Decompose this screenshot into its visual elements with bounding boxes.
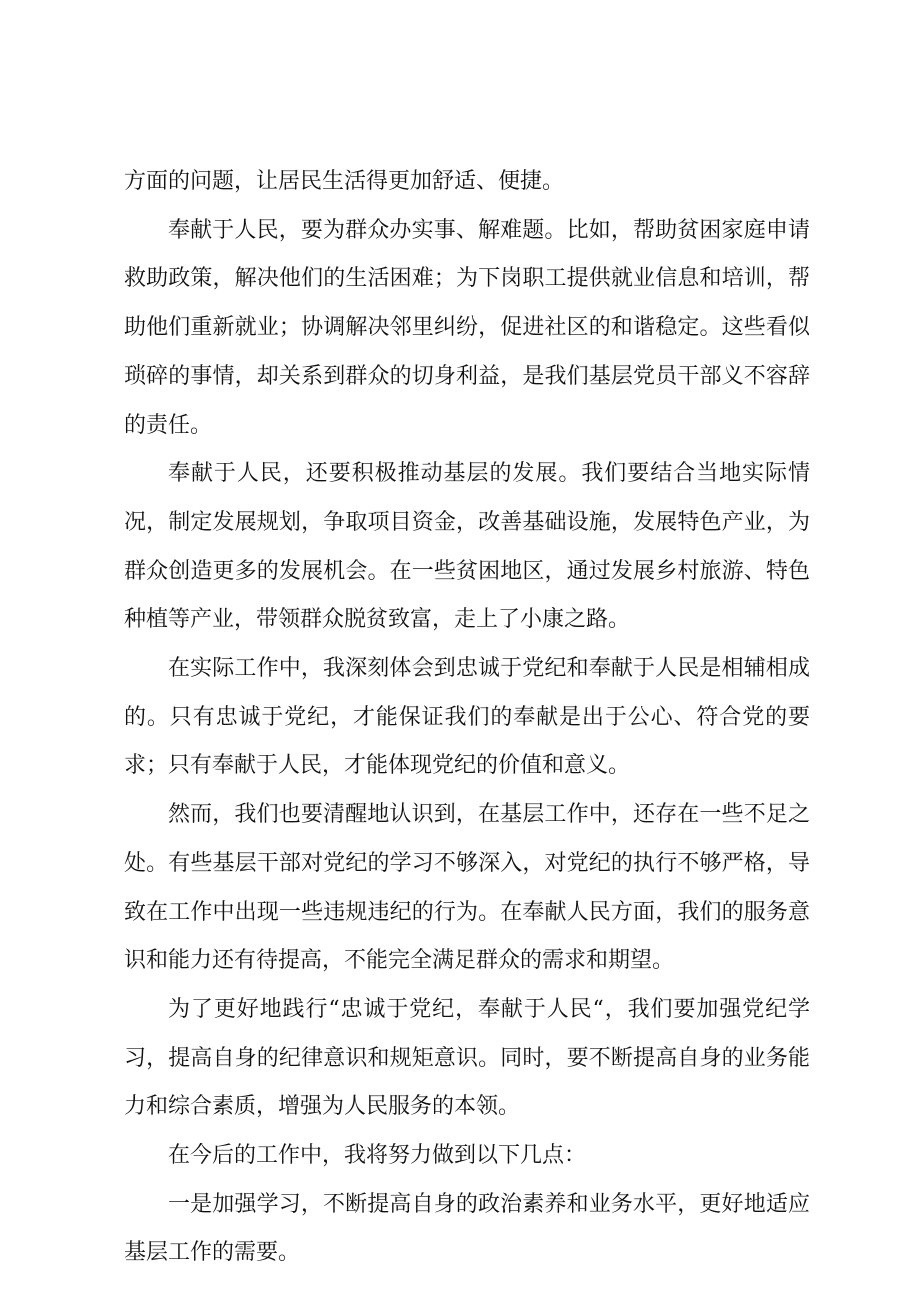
paragraph-continuation: 方面的问题，让居民生活得更加舒适、便捷。 [124,169,565,194]
paragraph: 奉献于人民，要为群众办实事、解难题。比如，帮助贫困家庭申请救助政策，解决他们的生活困难；为下岗职工提供就业信息和培训，帮助他们重新就业；协调解决邻里纠纷，促进社区的和谐稳定。这些看似琐碎的事情，却关系到群众的切身利益，是我们基层党员干部义不容辞的责任。 [124,217,810,438]
paragraph: 一是加强学习，不断提高自身的政治素养和业务水平，更好地适应基层工作的需要。 [124,1191,810,1266]
paragraph: 为了更好地践行“忠诚于党纪，奉献于人民“，我们要加强党纪学习，提高自身的纪律意识和规矩意识。同时，要不断提高自身的业务能力和综合素质，增强为人民服务的本领。 [124,996,810,1120]
document-body [124,158,810,1278]
paragraph: 在今后的工作中，我将努力做到以下几点： [168,1143,587,1169]
paragraph: 奉献于人民，还要积极推动基层的发展。我们要结合当地实际情况，制定发展规划，争取项目资金，改善基础设施，发展特色产业，为群众创造更多的发展机会。在一些贫困地区，通过发展乡村旅游、特色种植等产业，带领群众脱贫致富，走上了小康之路。 [124,461,810,633]
paragraph: 在实际工作中，我深刻体会到忠诚于党纪和奉献于人民是相辅相成的。只有忠诚于党纪，才能保证我们的奉献是出于公心、符合党的要求；只有奉献于人民，才能体现党纪的价值和意义。 [124,656,810,779]
paragraph: 然而，我们也要清醒地认识到，在基层工作中，还存在一些不足之处。有些基层干部对党纪的学习不够深入，对党纪的执行不够严格，导致在工作中出现一些违规违纪的行为。在奉献人民方面，我们的服务意识和能力还有待提高，不能完全满足群众的需求和期望。 [124,802,810,974]
